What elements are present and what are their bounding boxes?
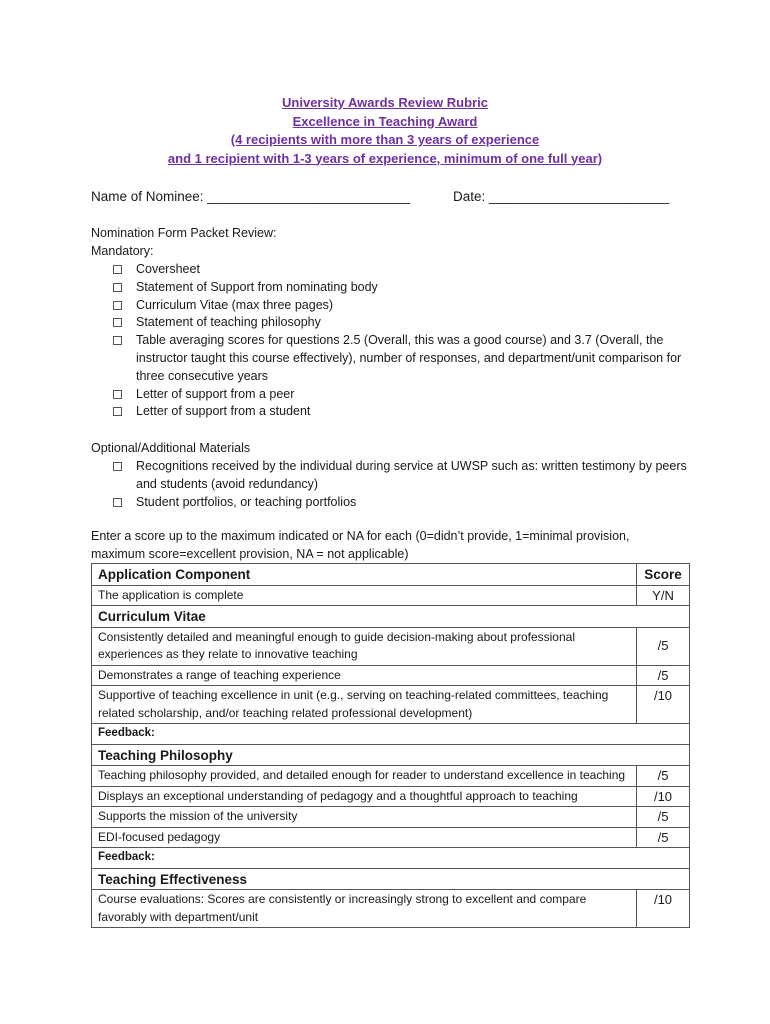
title-line-4: and 1 recipient with 1-3 years of experience, minimum of one full year) xyxy=(167,150,603,166)
checklist-item: Letter of support from a student xyxy=(91,403,691,421)
packet-review-heading: Nomination Form Packet Review: xyxy=(91,226,277,240)
component-header: Application Component xyxy=(92,564,637,586)
checklist-item: Coversheet xyxy=(91,261,691,279)
nominee-name-field[interactable]: Name of Nominee: ___________________________ xyxy=(91,189,411,204)
checklist-item: Letter of support from a peer xyxy=(91,386,691,404)
title-line-2: Excellence in Teaching Award xyxy=(292,113,478,129)
checklist-item: Recognitions received by the individual during service at UWSP such as: written testimony by peers and students (avoid redundancy) xyxy=(91,458,691,494)
document-title xyxy=(0,94,770,168)
checklist-item: Statement of Support from nominating body xyxy=(91,279,691,297)
score-cell[interactable]: /5 xyxy=(637,766,690,787)
title-line-3: (4 recipients with more than 3 years of experience xyxy=(230,132,540,147)
feedback-row[interactable]: Feedback: xyxy=(92,724,690,745)
optional-checklist xyxy=(91,458,691,511)
score-cell[interactable]: /5 xyxy=(637,827,690,848)
table-row: Demonstrates a range of teaching experience /5 xyxy=(92,665,690,686)
scoring-instructions: Enter a score up to the maximum indicated or NA for each (0=didn’t provide, 1=minimal provision, maximum score=excellent provision, NA = not applicable) xyxy=(91,529,630,561)
checkbox[interactable] xyxy=(113,283,122,292)
title-line-1: University Awards Review Rubric xyxy=(282,95,488,110)
checkbox[interactable] xyxy=(113,336,122,345)
checkbox[interactable] xyxy=(113,407,122,416)
score-cell[interactable]: /10 xyxy=(637,786,690,807)
table-row: Course evaluations: Scores are consistently or increasingly strong to excellent and compare favorably with department/unit /10 xyxy=(92,890,690,928)
table-row: Supports the mission of the university /5 xyxy=(92,807,690,828)
optional-label: Optional/Additional Materials xyxy=(91,441,251,455)
checklist-item: Table averaging scores for questions 2.5 (Overall, this was a good course) and 3.7 (Overall, the instructor taught this course effectively), number of responses, and department/unit comparison for three consecutive years xyxy=(91,332,691,385)
table-row: Consistently detailed and meaningful enough to guide decision-making about professional experiences as they relate to innovative teaching /5 xyxy=(92,627,690,665)
checklist-item: Curriculum Vitae (max three pages) xyxy=(91,297,691,315)
checkbox[interactable] xyxy=(113,498,122,507)
checkbox[interactable] xyxy=(113,318,122,327)
score-cell[interactable]: Y/N xyxy=(637,585,690,606)
score-cell[interactable]: /5 xyxy=(637,627,690,665)
score-header: Score xyxy=(637,564,690,586)
table-row: EDI-focused pedagogy /5 xyxy=(92,827,690,848)
mandatory-label: Mandatory: xyxy=(91,244,154,258)
table-row: Teaching philosophy provided, and detailed enough for reader to understand excellence in teaching /5 xyxy=(92,766,690,787)
table-row: Displays an exceptional understanding of pedagogy and a thoughtful approach to teaching /10 xyxy=(92,786,690,807)
table-header-row xyxy=(92,564,690,586)
checkbox[interactable] xyxy=(113,462,122,471)
checklist-item: Student portfolios, or teaching portfolios xyxy=(91,494,691,512)
date-field[interactable]: Date: ________________________ xyxy=(453,189,670,204)
table-row: The application is complete Y/N xyxy=(92,585,690,606)
section-header-effectiveness: Teaching Effectiveness xyxy=(92,868,690,890)
score-cell[interactable]: /10 xyxy=(637,686,690,724)
table-row: Supportive of teaching excellence in unit (e.g., serving on teaching-related committees, teaching related scholarship, and/or teaching related professional development) /10 xyxy=(92,686,690,724)
section-header-philosophy: Teaching Philosophy xyxy=(92,744,690,766)
checkbox[interactable] xyxy=(113,265,122,274)
checkbox[interactable] xyxy=(113,390,122,399)
score-cell[interactable]: /5 xyxy=(637,665,690,686)
feedback-row[interactable]: Feedback: xyxy=(92,848,690,869)
mandatory-checklist xyxy=(91,261,691,421)
score-cell[interactable]: /10 xyxy=(637,890,690,928)
section-header-cv: Curriculum Vitae xyxy=(92,606,690,628)
score-cell[interactable]: /5 xyxy=(637,807,690,828)
checklist-item: Statement of teaching philosophy xyxy=(91,314,691,332)
checkbox[interactable] xyxy=(113,301,122,310)
rubric-table xyxy=(91,563,690,928)
